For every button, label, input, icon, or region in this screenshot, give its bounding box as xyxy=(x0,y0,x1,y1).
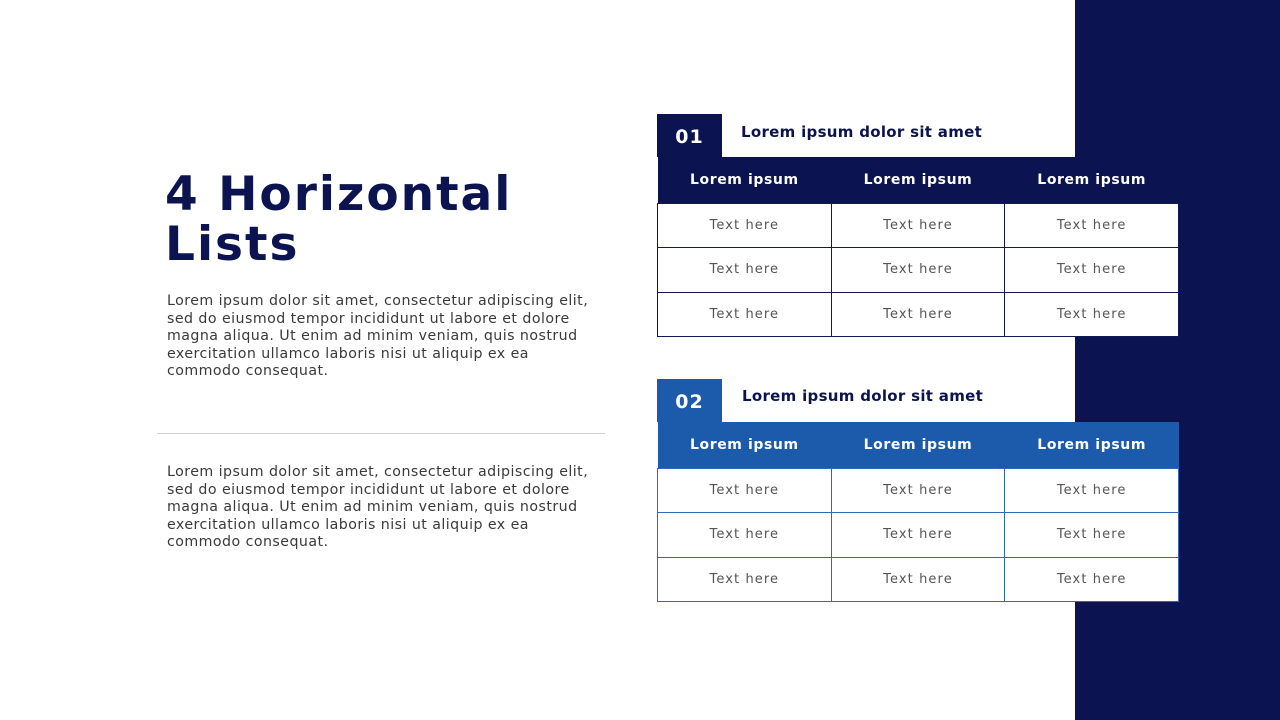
column-header: Lorem ipsum xyxy=(831,157,1005,203)
table-cell: Text here xyxy=(831,292,1005,337)
table-row xyxy=(658,468,1179,513)
table-cell: Text here xyxy=(1005,468,1179,513)
table-cell: Text here xyxy=(1005,203,1179,248)
list-header xyxy=(657,379,1179,422)
table-cell: Text here xyxy=(658,292,832,337)
table-row xyxy=(658,292,1179,337)
list-header xyxy=(657,114,1179,157)
table-cell: Text here xyxy=(658,513,832,558)
table-cell: Text here xyxy=(1005,292,1179,337)
table-cell: Text here xyxy=(658,468,832,513)
list-title: Lorem ipsum dolor sit amet xyxy=(742,387,984,405)
list-table xyxy=(657,422,1179,602)
list-number-badge: 01 xyxy=(657,114,722,157)
slide-title: 4 Horizontal Lists xyxy=(165,167,513,272)
column-header: Lorem ipsum xyxy=(658,422,832,468)
description-paragraph-1: Lorem ipsum dolor sit amet, consectetur adipiscing elit, sed do eiusmod tempor incididunt ut labore et dolore magna aliqua. Ut enim ad minim veniam, quis nostrud exercitation ullamco laboris nisi ut aliquip ex ea commodo consequat. xyxy=(167,293,589,380)
table-cell: Text here xyxy=(658,203,832,248)
table-header-row xyxy=(658,157,1179,203)
table-cell: Text here xyxy=(831,468,1005,513)
table-cell: Text here xyxy=(831,557,1005,602)
table-cell: Text here xyxy=(1005,248,1179,293)
table-cell: Text here xyxy=(1005,557,1179,602)
table-cell: Text here xyxy=(831,203,1005,248)
column-header: Lorem ipsum xyxy=(1005,422,1179,468)
list-block-02 xyxy=(657,379,1179,602)
list-block-01 xyxy=(657,114,1179,337)
list-table xyxy=(657,157,1179,337)
column-header: Lorem ipsum xyxy=(658,157,832,203)
side-accent-panel xyxy=(1075,0,1280,720)
table-row xyxy=(658,513,1179,558)
column-header: Lorem ipsum xyxy=(1005,157,1179,203)
table-row xyxy=(658,248,1179,293)
table-row xyxy=(658,557,1179,602)
description-paragraph-2: Lorem ipsum dolor sit amet, consectetur adipiscing elit, sed do eiusmod tempor incididunt ut labore et dolore magna aliqua. Ut enim ad minim veniam, quis nostrud exercitation ullamco laboris nisi ut aliquip ex ea commodo consequat. xyxy=(167,464,589,551)
table-cell: Text here xyxy=(658,557,832,602)
table-cell: Text here xyxy=(831,248,1005,293)
table-cell: Text here xyxy=(1005,513,1179,558)
divider xyxy=(157,433,605,434)
table-header-row xyxy=(658,422,1179,468)
list-title: Lorem ipsum dolor sit amet xyxy=(741,123,983,141)
table-cell: Text here xyxy=(831,513,1005,558)
column-header: Lorem ipsum xyxy=(831,422,1005,468)
table-cell: Text here xyxy=(658,248,832,293)
table-row xyxy=(658,203,1179,248)
list-number-badge: 02 xyxy=(657,379,722,422)
